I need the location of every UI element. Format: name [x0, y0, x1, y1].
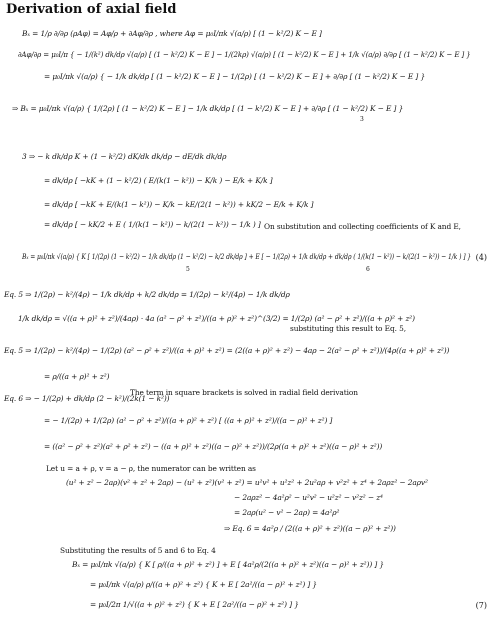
equation-line: (u² + z² − 2aρ)(v² + z² + 2aρ) − (u² + z²)(v² + z²) = u²v² + u²z² + 2u²aρ + v²z² + z⁴ + 2aρz² − 2aρv²	[66, 478, 428, 487]
note-let-u: Let u = a + ρ, v = a − ρ, the numerator can be written as	[46, 464, 256, 473]
note-substitution: On substitution and collecting coefficients of K and E,	[264, 222, 461, 231]
equation-line: ⇒ Bₓ = μ₀I/πk √(a/ρ) { 1/(2ρ) [ (1 − k²/2) K − E ] − 1/k dk/dρ [ (1 − k²/2) K − E ] + ∂/∂ρ [ (1 − k²/2) K − E ] }	[12, 104, 404, 113]
equation-number-7: (7)	[475, 601, 487, 610]
equation-line: ∂Aφ/∂ρ = μ₀I/π { − 1/(k²) dk/dρ √(a/ρ) [ (1 − k²/2) K − E ] − 1/(2kρ) √(a/ρ) [ (1 − k²/2) K − E ] + 1/k √(a/ρ) ∂/∂ρ [ (1 − k²/2) K − E ] }	[18, 50, 471, 59]
equation-line: = 2aρ(u² − v² − 2aρ) = 4a²ρ²	[234, 508, 340, 517]
equation-line: = μ₀I/πk √(a/ρ) { − 1/k dk/dρ [ (1 − k²/2) K − E ] − 1/(2ρ) [ (1 − k²/2) K − E ] + ∂/∂ρ [ (1 − k²/2) K − E ] }	[44, 72, 426, 81]
equation-line: Bₓ = 1/ρ ∂/∂ρ (ρAφ) = Aφ/ρ + ∂Aφ/∂ρ , where Aφ = μ₀I/πk √(a/ρ) [ (1 − k²/2) K − E ]	[22, 29, 322, 38]
equation-number-4: (4)	[475, 253, 487, 262]
equation-line: ⇒ Eq. 6 = 4a²ρ / (2((a + ρ)² + z²)((a − ρ)² + z²))	[224, 524, 396, 533]
equation-line: Eq. 6 ⇒ − 1/(2ρ) + dk/dρ (2 − k²)/(2k(1 − k²))	[4, 394, 170, 403]
equation-line: Bₓ = μ₀I/πk √(a/ρ) { K [ ρ/((a + ρ)² + z²) ] + E [ 4a²ρ/(2((a + ρ)² + z²)((a − ρ)² + z²)) ] }	[72, 560, 384, 569]
equation-line: Eq. 5 ⇒ 1/(2ρ) − k²/(4ρ) − 1/k dk/dρ + k/2 dk/dρ = 1/(2ρ) − k²/(4ρ) − 1/k dk/dρ	[4, 290, 290, 299]
note-square-brackets: The term in square brackets is solved in radial field derivation	[130, 388, 358, 397]
equation-line: = μ₀I/πk √(a/ρ) ρ/((a + ρ)² + z²) { K + E [ 2a²/((a − ρ)² + z²) ] }	[90, 580, 318, 589]
equation-line: = − 1/(2ρ) + 1/(2ρ) (a² − ρ² + z²)/((a + ρ)² + z²) [ ((a + ρ)² + z²)/((a − ρ)² + z²) ]	[44, 416, 333, 425]
equation-line: = dk/dρ [ −kK + (1 − k²/2) ( E/(k(1 − k²)) − K/k ) − E/k + K/k ]	[44, 176, 273, 185]
equation-line: = dk/dρ [ −kK + E/(k(1 − k²)) − K/k − kE/(2(1 − k²)) + kK/2 − E/k + K/k ]	[44, 200, 314, 209]
underbrace-label-3: 3	[360, 116, 364, 123]
underbrace-label-5: 5	[186, 266, 190, 273]
equation-line: 3 ⇒ − k dk/dρ K + (1 − k²/2) dK/dk dk/dρ − dE/dk dk/dρ	[22, 152, 227, 161]
equation-line: 1/k dk/dρ = √((a + ρ)² + z²)/(4aρ) · 4a (a² − ρ² + z²)/((a + ρ)² + z²)^(3/2) = 1/(2ρ) (a² − ρ² + z²)/((a + ρ)² + z²)	[18, 314, 415, 323]
equation-line: Eq. 5 ⇒ 1/(2ρ) − k²/(4ρ) − 1/(2ρ) (a² − ρ² + z²)/((a + ρ)² + z²) = (2((a + ρ)² + z²) − 4aρ − 2(a² − ρ² + z²))/(4ρ((a + ρ)² + z²))	[4, 346, 450, 355]
equation-line: = ((a² − ρ² + z²)(a² + ρ² + z²) − ((a + ρ)² + z²)((a − ρ)² + z²))/(2ρ((a + ρ)² + z²)((a − ρ)² + z²))	[44, 442, 383, 451]
section-title: Derivation of axial field	[6, 2, 177, 17]
underbrace-label-6: 6	[366, 266, 370, 273]
equation-line: = dk/dρ [ − kK/2 + E ( 1/(k(1 − k²)) − k/(2(1 − k²)) − 1/k ) ]	[44, 220, 261, 229]
equation-line: Bₓ = μ₀I/πk √(a/ρ) { K [ 1/(2ρ) (1 − k²/2) − 1/k dk/dρ (1 − k²/2) − k/2 dk/dρ ] + E [ − 1/(2ρ) + 1/k dk/dρ + dk/dρ ( 1/(k(1 − k²)) − k/(2(1 − k²)) − 1/k ) ] }	[22, 252, 472, 261]
equation-line: − 2aρz² − 4a²ρ² − u²v² − u²z² − v²z² − z⁴	[234, 493, 383, 502]
note-substituting-eq5: substituting this result to Eq. 5,	[290, 324, 406, 333]
note-substituting-results: Substituting the results of 5 and 6 to Eq. 4	[60, 546, 216, 555]
equation-line: = ρ/((a + ρ)² + z²)	[44, 372, 110, 381]
equation-line: = μ₀I/2π 1/√((a + ρ)² + z²) { K + E [ 2a²/((a − ρ)² + z²) ] }	[90, 600, 299, 609]
